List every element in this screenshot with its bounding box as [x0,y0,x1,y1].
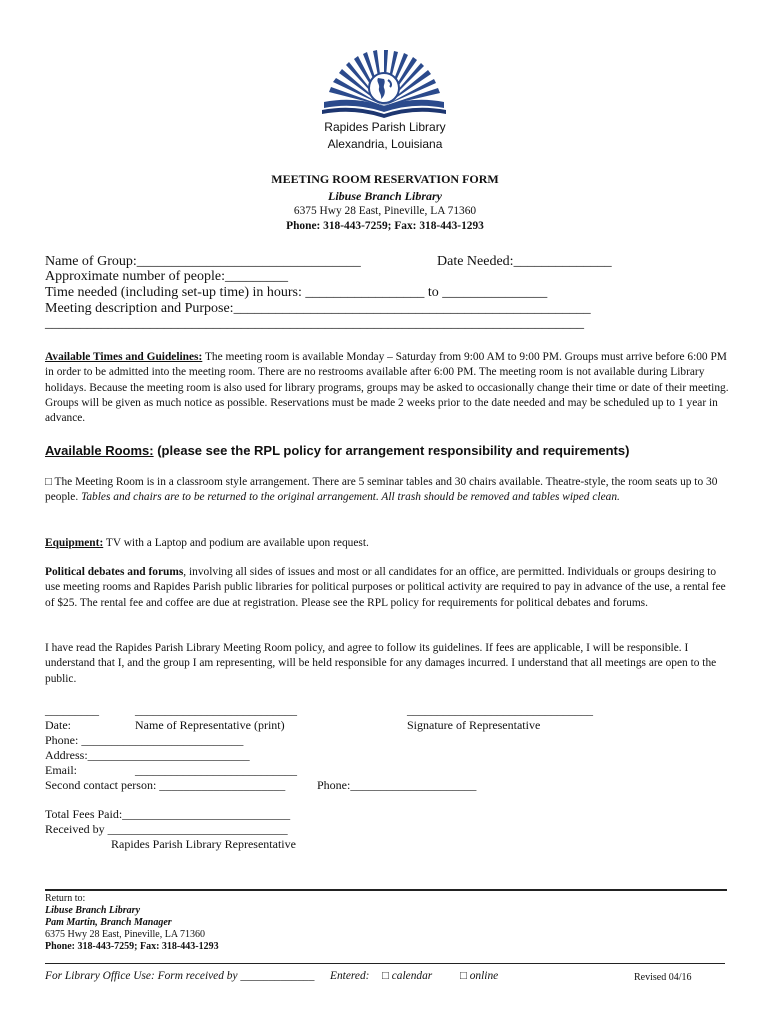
library-logo [318,44,450,120]
equipment [45,536,730,551]
revised-date: Revised 04/16 [634,972,692,983]
equipment-body: TV with a Laptop and podium are available upon request. [103,537,369,549]
rooms-description [45,475,730,506]
return-phone: Phone: 318-443-7259; Fax: 318-443-1293 [45,941,219,952]
second-phone-field[interactable]: Phone:_____________________ [317,778,477,792]
rooms-italic-note: Tables and chairs are to be returned to the original arrangement. All trash should be removed and tables wiped clean. [81,491,620,504]
library-location: Alexandria, Louisiana [327,137,443,151]
second-contact-field[interactable]: Second contact person: _____________________ [45,778,286,792]
office-entered-label: Entered: [330,970,370,982]
calendar-checkbox[interactable]: □ calendar [382,970,433,982]
total-fees-field[interactable]: Total Fees Paid:____________________________ [45,807,291,821]
political-policy [45,565,730,611]
rooms-heading-line [45,443,629,458]
branch-address: 6375 Hwy 28 East, Pineville, LA 71360 [293,205,477,217]
office-received-field[interactable]: For Library Office Use: Form received by _____________ [45,970,315,982]
return-label: Return to: [45,893,86,904]
received-by-field[interactable]: Received by ______________________________ [45,822,288,836]
rep-name-blank[interactable]: ___________________________ [135,703,297,717]
return-manager: Pam Martin, Branch Manager [45,917,172,928]
address-field[interactable]: Address:___________________________ [45,748,250,762]
return-branch: Libuse Branch Library [45,905,141,916]
agreement-text: I have read the Rapides Parish Library Meeting Room policy, and agree to follow its guidelines. If fees are applicable, I will be responsible. I understand that I, and the group I am representing, will be held responsible for any damages incurred. I understand that all meetings are open to the public. [45,642,717,685]
date-label: Date: [45,718,71,732]
times-guidelines [45,350,730,426]
purpose-field-line-2[interactable]: _____________________________________________________________________________ [45,316,584,331]
purpose-field[interactable]: Meeting description and Purpose:___________________________________________________ [45,301,591,316]
signature-label: Signature of Representative [407,718,541,732]
signature-blank[interactable]: _______________________________ [407,703,593,717]
branch-phone: Phone: 318-443-7259; Fax: 318-443-1293 [286,220,484,232]
group-name-field[interactable]: Name of Group:________________________________ [45,254,361,269]
branch-name: Libuse Branch Library [327,189,442,203]
rooms-heading: Available Rooms: [45,443,154,458]
times-body: The meeting room is available Monday – Saturday from 9:00 AM to 9:00 PM. Groups must arrive before 6:00 PM in order to be admitted into the meeting room. There are no restrooms available after 6:00 PM. The meeting room is not available during Library holidays. Because the meeting room is also used for library programs, groups may be asked to occasionally change their time or date of their meeting. Groups will be given as much notice as possible. Reservations must be made 2 weeks prior to the date needed and may be scheduled up to 1 year in advance. [45,351,729,425]
date-blank[interactable]: _________ [45,703,99,717]
equipment-heading: Equipment: [45,537,104,549]
email-label: Email: [45,763,77,777]
political-body: , involving all sides of issues and most or all candidates for an office, are permitted. Individuals or groups desiring to use meeting rooms and Rapides Parish public libraries for political purposes or political activity are required to pay in advance of the use, a rental fee of $25. The rental fee and coffee are due at registration. Please see the RPL policy for requirements for political debates and forums. [45,566,726,609]
library-name: Rapides Parish Library [324,120,446,134]
office-divider [45,963,725,964]
date-needed-field[interactable]: Date Needed:______________ [437,254,612,269]
rooms-body: The Meeting Room is in a classroom style arrangement. There are 5 seminar tables and 30 chairs available. Theatre-style, the room seats up to 30 people. [45,476,718,504]
return-address: 6375 Hwy 28 East, Pineville, LA 71360 [45,929,205,940]
rooms-note: (please see the RPL policy for arrangement responsibility and requirements) [153,443,630,458]
time-needed-field[interactable]: Time needed (including set-up time) in hours: _________________ to _______________ [45,285,548,300]
phone-field[interactable]: Phone: ___________________________ [45,733,244,747]
times-heading: Available Times and Guidelines: [45,351,203,363]
people-count-field[interactable]: Approximate number of people:_________ [45,269,289,284]
email-field[interactable]: ___________________________ [135,763,297,777]
political-heading: Political debates and forums [45,566,184,578]
form-title: MEETING ROOM RESERVATION FORM [271,172,499,186]
return-divider [45,889,727,891]
rep-name-label: Name of Representative (print) [135,718,285,732]
online-checkbox[interactable]: □ online [460,970,499,982]
checkbox-icon: □ [45,476,52,488]
library-rep-label: Rapides Parish Library Representative [111,837,296,851]
